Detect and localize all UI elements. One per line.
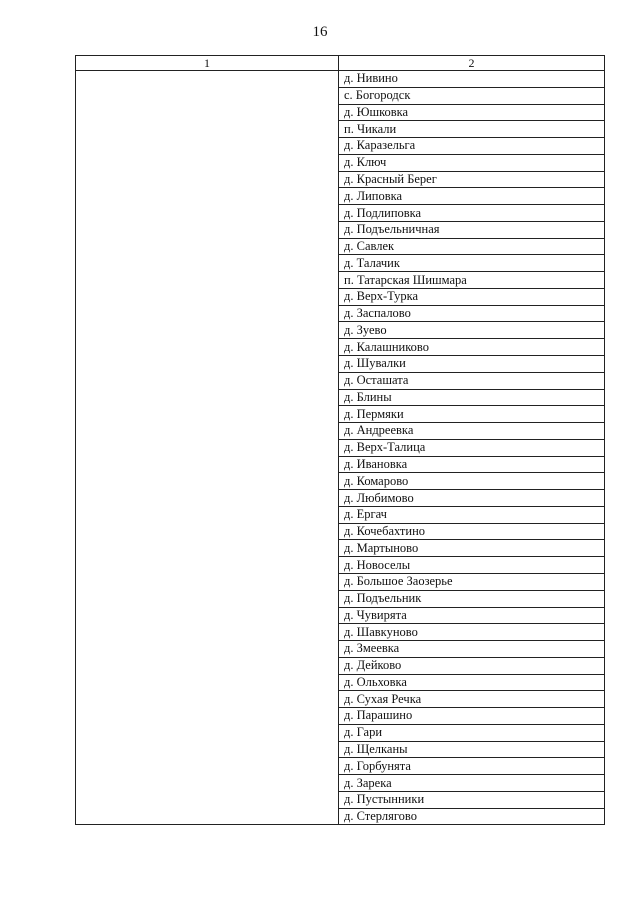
page-number: 16: [312, 24, 328, 40]
settlement-cell: д. Юшковка: [339, 104, 605, 121]
settlement-cell: с. Богородск: [339, 87, 605, 104]
settlement-cell: д. Новоселы: [339, 557, 605, 574]
settlement-cell: д. Нивино: [339, 71, 605, 88]
settlement-cell: д. Липовка: [339, 188, 605, 205]
settlement-cell: д. Верх-Талица: [339, 439, 605, 456]
settlement-cell: п. Чикали: [339, 121, 605, 138]
settlement-cell: д. Калашниково: [339, 339, 605, 356]
settlement-cell: д. Подъельничная: [339, 221, 605, 238]
settlement-cell: д. Ключ: [339, 154, 605, 171]
settlement-cell: д. Гари: [339, 724, 605, 741]
settlement-cell: д. Шавкуново: [339, 624, 605, 641]
settlement-cell: д. Андреевка: [339, 423, 605, 440]
settlement-cell: д. Шувалки: [339, 356, 605, 373]
settlement-cell: д. Каразельга: [339, 138, 605, 155]
settlement-cell: д. Блины: [339, 389, 605, 406]
settlement-cell: д. Стерлягово: [339, 808, 605, 825]
settlement-cell: д. Змеевка: [339, 641, 605, 658]
settlement-cell: п. Татарская Шишмара: [339, 272, 605, 289]
column-header-1: 1: [76, 56, 339, 71]
settlement-cell: д. Верх-Турка: [339, 288, 605, 305]
settlement-cell: д. Любимово: [339, 490, 605, 507]
settlement-cell: д. Пермяки: [339, 406, 605, 423]
settlement-cell: д. Зарека: [339, 775, 605, 792]
settlement-cell: д. Комарово: [339, 473, 605, 490]
settlement-cell: д. Пустынники: [339, 791, 605, 808]
settlement-cell: д. Дейково: [339, 657, 605, 674]
table-body: [76, 71, 605, 825]
settlement-cell: д. Кочебахтино: [339, 523, 605, 540]
settlement-cell: д. Большое Заозерье: [339, 573, 605, 590]
table-header-row: [76, 56, 605, 71]
settlement-cell: д. Чувирята: [339, 607, 605, 624]
settlement-cell: д. Подлиповка: [339, 205, 605, 222]
settlement-cell: д. Парашино: [339, 708, 605, 725]
settlement-cell: д. Ольховка: [339, 674, 605, 691]
settlement-cell: д. Заспалово: [339, 305, 605, 322]
column-header-2: 2: [339, 56, 605, 71]
settlement-cell: д. Зуево: [339, 322, 605, 339]
settlement-cell: д. Сухая Речка: [339, 691, 605, 708]
settlement-cell: д. Ивановка: [339, 456, 605, 473]
settlement-cell: д. Красный Берег: [339, 171, 605, 188]
settlement-cell: д. Ергач: [339, 506, 605, 523]
settlement-cell: д. Савлек: [339, 238, 605, 255]
settlement-cell: д. Осташата: [339, 372, 605, 389]
table-row: [76, 71, 605, 88]
settlement-cell: д. Талачик: [339, 255, 605, 272]
settlements-table: [75, 55, 605, 825]
settlement-cell: д. Щелканы: [339, 741, 605, 758]
column-1-cell: [76, 71, 339, 825]
settlement-cell: д. Горбунята: [339, 758, 605, 775]
settlement-cell: д. Подъельник: [339, 590, 605, 607]
settlement-cell: д. Мартыново: [339, 540, 605, 557]
